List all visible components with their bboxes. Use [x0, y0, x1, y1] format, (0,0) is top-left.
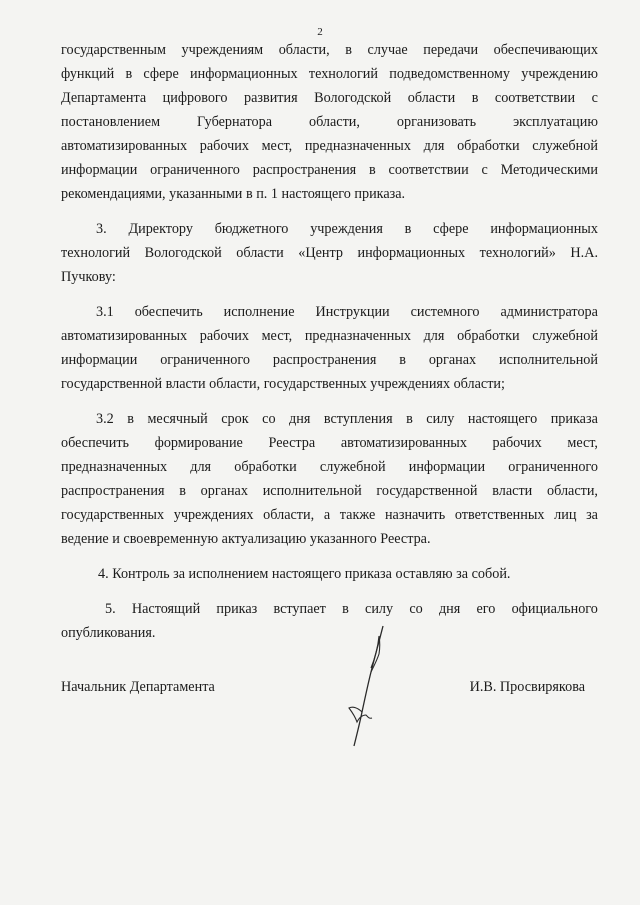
word: органах: [200, 483, 248, 499]
word: учреждениям: [181, 42, 264, 58]
word: информационных: [490, 221, 598, 237]
word: области,: [546, 483, 598, 499]
signer-name: И.В. Просвирякова: [469, 679, 585, 695]
word: лиц: [554, 507, 577, 523]
word: Реестра: [268, 435, 316, 451]
word: вступает: [273, 601, 326, 617]
word: для: [423, 328, 445, 344]
word: в: [127, 411, 134, 427]
word: Методическими: [500, 162, 598, 178]
word: мест,: [261, 328, 293, 344]
word: для: [190, 459, 212, 475]
word: цифрового: [162, 90, 228, 106]
word: учреждению: [521, 66, 598, 82]
word: исполнительной: [499, 352, 598, 368]
word: 3.1: [96, 304, 114, 320]
word: назначить: [384, 507, 446, 523]
word: Губернатора: [197, 114, 273, 130]
word: дня: [438, 601, 461, 617]
word: автоматизированных: [340, 435, 467, 451]
text-line: [61, 431, 598, 455]
word: передачи: [423, 42, 479, 58]
word: в: [125, 66, 133, 82]
word: приказа: [550, 411, 598, 427]
signer-position: Начальник Департамента: [61, 679, 215, 695]
word: формирование: [154, 435, 243, 451]
word: с: [481, 162, 488, 178]
word: официального: [511, 601, 598, 617]
text-line: [61, 38, 598, 62]
word: Н.А.: [570, 245, 598, 261]
word: его: [476, 601, 496, 617]
word: Директору: [128, 221, 193, 237]
word: в: [404, 221, 412, 237]
word: в: [345, 42, 352, 58]
paragraph-gap: [61, 586, 598, 597]
word: в: [179, 483, 186, 499]
word: государственным: [61, 42, 166, 58]
word: распространения: [272, 352, 377, 368]
word: области: [236, 245, 284, 261]
word: автоматизированных: [61, 328, 188, 344]
word: области: [407, 90, 456, 106]
word: вступления: [323, 411, 393, 427]
word: области,: [308, 114, 360, 130]
word: сфере: [143, 66, 179, 82]
word: Настоящий: [131, 601, 201, 617]
paragraph-gap: [61, 206, 598, 217]
word: в: [369, 162, 376, 178]
word: предназначенных: [304, 138, 411, 154]
text-line: [61, 86, 598, 110]
word: за: [586, 507, 598, 523]
word: технологий: [61, 245, 131, 261]
word: системного: [410, 304, 480, 320]
word: случае: [367, 42, 408, 58]
word: области,: [263, 507, 315, 523]
word: 3.2: [96, 411, 114, 427]
word: исполнение: [223, 304, 295, 320]
word: государственной: [376, 483, 478, 499]
word: срок: [221, 411, 249, 427]
word: развития: [244, 90, 298, 106]
text-line: [61, 110, 598, 134]
word: мест,: [567, 435, 598, 451]
word: также: [339, 507, 376, 523]
word: Инструкции: [315, 304, 390, 320]
word: 5.: [105, 601, 116, 617]
text-line: [61, 158, 598, 182]
text-line: [61, 407, 598, 431]
word: ограниченного: [150, 162, 240, 178]
word: в: [471, 90, 479, 106]
word: рабочих: [199, 138, 249, 154]
word: информационных: [190, 66, 298, 82]
text-line: [61, 62, 598, 86]
text-line: [61, 597, 598, 621]
paragraph-gap: [61, 551, 598, 562]
word: постановлением: [61, 114, 161, 130]
word: обработки: [234, 459, 297, 475]
word: технологий: [308, 66, 378, 82]
word: автоматизированных: [61, 138, 188, 154]
text-line: [61, 503, 598, 527]
handwritten-signature: [335, 622, 395, 752]
word: обработки: [457, 328, 520, 344]
text-line: Пучкову:: [61, 269, 116, 285]
word: соответствии: [388, 162, 469, 178]
word: рабочих: [199, 328, 249, 344]
word: организовать: [396, 114, 477, 130]
word: органах: [428, 352, 477, 368]
word: функций: [61, 66, 115, 82]
word: а: [323, 507, 331, 523]
text-line: [61, 134, 598, 158]
word: в: [406, 411, 413, 427]
word: соответствии: [494, 90, 576, 106]
text-line: рекомендациями, указанными в п. 1 настоящего приказа.: [61, 186, 406, 202]
word: распространения: [61, 483, 165, 499]
word: ответственных: [454, 507, 545, 523]
word: предназначенных: [304, 328, 411, 344]
text-line: [61, 217, 598, 241]
word: власти: [492, 483, 533, 499]
word: Департамента: [61, 90, 147, 106]
word: настоящего: [467, 411, 538, 427]
word: месячный: [147, 411, 208, 427]
word: для: [423, 138, 445, 154]
text-line: [61, 348, 598, 372]
word: силу: [365, 601, 394, 617]
word: рабочих: [492, 435, 542, 451]
word: распространения: [252, 162, 357, 178]
text-line: [61, 241, 598, 265]
word: исполнительной: [262, 483, 362, 499]
text-line: ведение и своевременную актуализацию указанного Реестра.: [61, 531, 431, 547]
word: информационных: [357, 245, 466, 261]
word: ограниченного: [160, 352, 250, 368]
text-line: [61, 455, 598, 479]
word: Вологодской: [144, 245, 222, 261]
word: обеспечивающих: [493, 42, 598, 58]
word: технологий»: [479, 245, 556, 261]
word: «Центр: [298, 245, 343, 261]
page-number: 2: [317, 26, 323, 38]
word: служебной: [532, 138, 598, 154]
word: со: [262, 411, 276, 427]
word: сфере: [433, 221, 469, 237]
word: бюджетного: [214, 221, 289, 237]
word: силу: [426, 411, 455, 427]
word: обработки: [457, 138, 520, 154]
word: служебной: [319, 459, 386, 475]
text-line: [61, 324, 598, 348]
word: государственных: [61, 507, 165, 523]
word: обеспечить: [134, 304, 203, 320]
word: области,: [278, 42, 330, 58]
text-line: [61, 300, 598, 324]
word: в: [399, 352, 406, 368]
word: Вологодской: [314, 90, 392, 106]
text-line: 4. Контроль за исполнением настоящего приказа оставляю за собой.: [98, 566, 511, 582]
word: администратора: [500, 304, 598, 320]
document-body: [61, 38, 598, 645]
word: информации: [408, 459, 486, 475]
word: информации: [61, 162, 138, 178]
word: в: [342, 601, 349, 617]
word: с: [591, 90, 598, 106]
word: эксплуатацию: [513, 114, 598, 130]
word: информации: [61, 352, 138, 368]
paragraph-gap: [61, 396, 598, 407]
text-line: опубликования.: [61, 625, 156, 641]
word: 3.: [96, 221, 107, 237]
word: подведомственному: [389, 66, 510, 82]
paragraph-gap: [61, 289, 598, 300]
word: предназначенных: [61, 459, 168, 475]
word: мест,: [261, 138, 293, 154]
word: учреждениях: [173, 507, 254, 523]
word: учреждения: [310, 221, 383, 237]
word: приказ: [216, 601, 258, 617]
text-line: [61, 479, 598, 503]
word: со: [409, 601, 423, 617]
word: дня: [289, 411, 311, 427]
word: ограниченного: [508, 459, 598, 475]
word: обеспечить: [61, 435, 130, 451]
word: служебной: [532, 328, 598, 344]
text-line: государственной власти области, государственных учреждениях области;: [61, 376, 505, 392]
